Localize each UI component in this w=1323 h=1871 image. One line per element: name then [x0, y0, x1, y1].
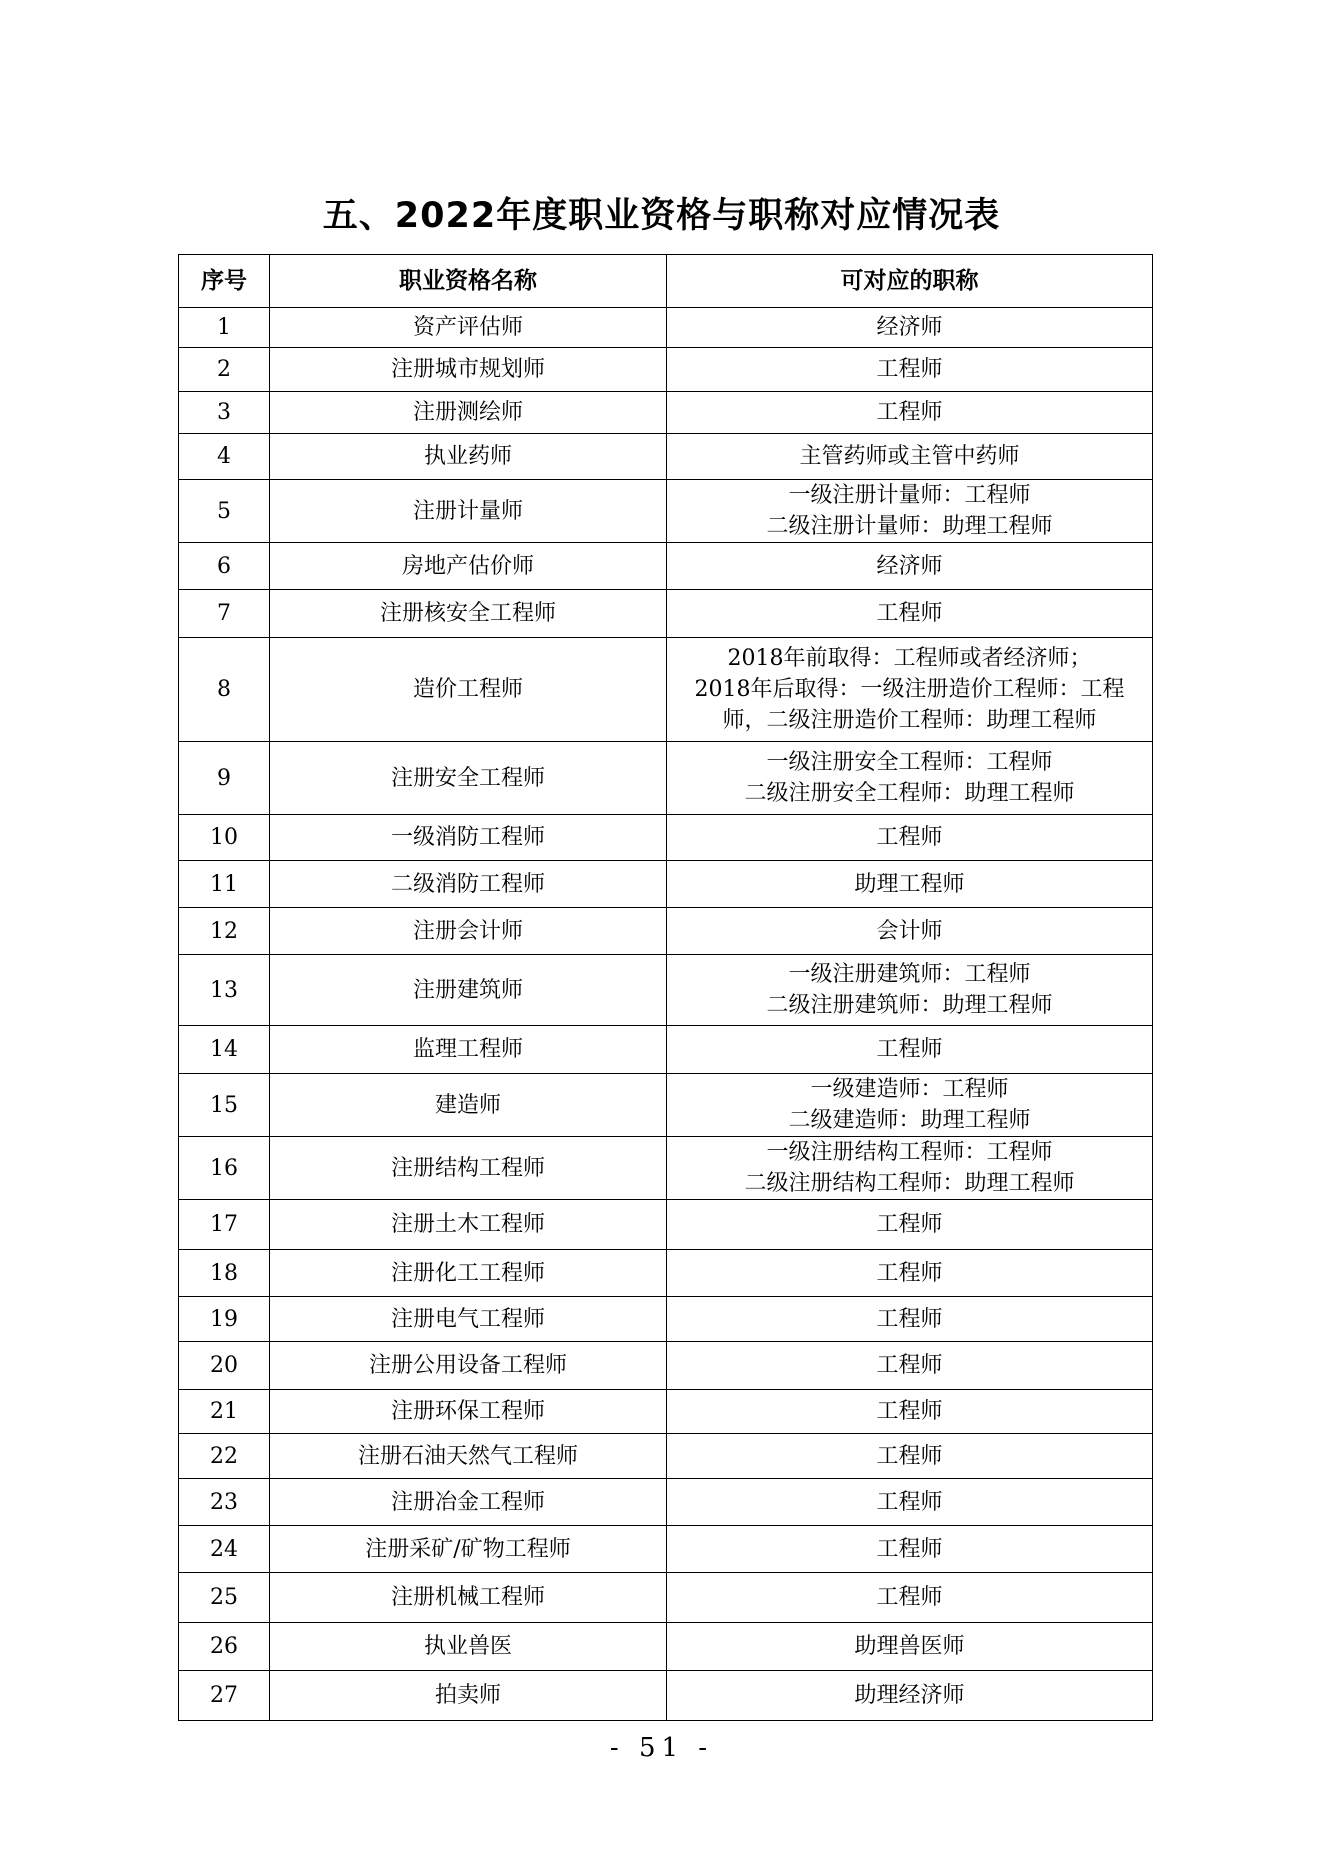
table-row [179, 861, 1153, 908]
serial-cell: 16 [179, 1137, 270, 1200]
serial-cell: 14 [179, 1026, 270, 1074]
title-line: 会计师 [876, 918, 943, 944]
qualification-cell: 注册土木工程师 [270, 1200, 667, 1250]
qualification-cell: 注册结构工程师 [270, 1137, 667, 1200]
table-row [179, 392, 1153, 434]
qualification-cell: 注册会计师 [270, 908, 667, 955]
qualification-cell: 监理工程师 [270, 1026, 667, 1074]
qualification-cell: 造价工程师 [270, 638, 667, 742]
table-row [179, 955, 1153, 1026]
title-line: 工程师 [876, 1536, 943, 1562]
title-line: 工程师 [876, 1260, 943, 1286]
qualification-cell: 注册安全工程师 [270, 742, 667, 815]
title-line: 助理兽医师 [854, 1634, 965, 1659]
title-cell [667, 348, 1153, 392]
table-row [179, 308, 1153, 348]
serial-cell: 18 [179, 1250, 270, 1297]
table-row [179, 1074, 1153, 1137]
serial-cell: 24 [179, 1526, 270, 1573]
table-row [179, 1434, 1153, 1479]
title-cell [667, 392, 1153, 434]
title-cell [667, 1479, 1153, 1526]
qualification-table [178, 254, 1153, 1721]
title-cell [667, 1573, 1153, 1623]
qualification-cell: 注册冶金工程师 [270, 1479, 667, 1526]
serial-cell: 21 [179, 1390, 270, 1434]
serial-cell: 7 [179, 590, 270, 638]
title-cell [667, 638, 1153, 742]
serial-cell: 27 [179, 1671, 270, 1721]
serial-cell: 12 [179, 908, 270, 955]
serial-cell: 10 [179, 815, 270, 861]
qualification-cell: 执业兽医 [270, 1623, 667, 1671]
title-cell [667, 1623, 1153, 1671]
title-line: 工程师 [876, 1489, 943, 1515]
table-row [179, 1623, 1153, 1671]
table-row [179, 815, 1153, 861]
title-cell [667, 1074, 1153, 1137]
title-line: 师，二级注册造价工程师：助理工程师 [722, 708, 1097, 733]
page-number: - 51 - [609, 1733, 714, 1763]
title-line: 2018年后取得：一级注册造价工程师：工程 [694, 677, 1125, 702]
title-cell [667, 1297, 1153, 1342]
title-line: 主管药师或主管中药师 [799, 444, 1020, 469]
table-row [179, 1342, 1153, 1390]
qualification-cell: 资产评估师 [270, 308, 667, 348]
table-row [179, 1026, 1153, 1074]
title-cell [667, 1671, 1153, 1721]
title-line: 工程师 [876, 1306, 943, 1332]
title-line: 二级建造师：助理工程师 [788, 1108, 1031, 1133]
qualification-cell: 注册采矿/矿物工程师 [270, 1526, 667, 1573]
qualification-cell: 拍卖师 [270, 1671, 667, 1721]
title-line: 工程师 [876, 601, 943, 626]
title-cell [667, 815, 1153, 861]
title-line: 工程师 [876, 1399, 943, 1424]
table-row [179, 1390, 1153, 1434]
table-row [179, 908, 1153, 955]
qualification-cell: 注册机械工程师 [270, 1573, 667, 1623]
title-line: 工程师 [876, 825, 943, 850]
qualification-cell: 注册电气工程师 [270, 1297, 667, 1342]
qualification-cell: 一级消防工程师 [270, 815, 667, 861]
qualification-cell: 注册公用设备工程师 [270, 1342, 667, 1390]
title-line: 助理工程师 [854, 871, 965, 897]
table-row [179, 1137, 1153, 1200]
title-line: 二级注册安全工程师：助理工程师 [744, 781, 1075, 806]
qualification-cell: 二级消防工程师 [270, 861, 667, 908]
title-cell [667, 590, 1153, 638]
title-cell [667, 1390, 1153, 1434]
table-row [179, 543, 1153, 590]
header-serial: 序号 [179, 255, 270, 308]
qualification-cell: 房地产估价师 [270, 543, 667, 590]
title-cell [667, 1434, 1153, 1479]
title-cell [667, 308, 1153, 348]
title-line: 一级注册计量师：工程师 [788, 483, 1031, 508]
serial-cell: 25 [179, 1573, 270, 1623]
document-title: 五、2022年度职业资格与职称对应情况表 [322, 196, 1001, 236]
qualification-cell: 注册建筑师 [270, 955, 667, 1026]
table-row [179, 1297, 1153, 1342]
header-qualification: 职业资格名称 [270, 255, 667, 308]
serial-cell: 26 [179, 1623, 270, 1671]
serial-cell: 11 [179, 861, 270, 908]
table-row [179, 590, 1153, 638]
qualification-cell: 注册城市规划师 [270, 348, 667, 392]
table-row [179, 742, 1153, 815]
serial-cell: 2 [179, 348, 270, 392]
serial-cell: 15 [179, 1074, 270, 1137]
qualification-cell: 执业药师 [270, 434, 667, 480]
title-cell [667, 543, 1153, 590]
title-line: 2018年前取得：工程师或者经济师； [727, 646, 1092, 671]
table-body [179, 308, 1153, 1721]
title-line: 二级注册建筑师：助理工程师 [766, 993, 1053, 1018]
title-cell [667, 955, 1153, 1026]
title-line: 一级注册建筑师：工程师 [788, 962, 1031, 987]
title-line: 二级注册计量师：助理工程师 [766, 514, 1053, 539]
title-cell [667, 1137, 1153, 1200]
serial-cell: 8 [179, 638, 270, 742]
serial-cell: 23 [179, 1479, 270, 1526]
table-header-row [179, 255, 1153, 308]
qualification-cell: 注册计量师 [270, 480, 667, 543]
table-row [179, 638, 1153, 742]
qualification-cell: 注册石油天然气工程师 [270, 1434, 667, 1479]
serial-cell: 9 [179, 742, 270, 815]
title-cell [667, 434, 1153, 480]
title-line: 工程师 [876, 1443, 943, 1469]
table-row [179, 1671, 1153, 1721]
title-cell [667, 480, 1153, 543]
table-row [179, 1200, 1153, 1250]
title-line: 工程师 [876, 1353, 943, 1378]
title-line: 工程师 [876, 1212, 943, 1237]
title-line: 工程师 [876, 400, 943, 425]
table-row [179, 480, 1153, 543]
title-line: 经济师 [876, 553, 943, 579]
serial-cell: 22 [179, 1434, 270, 1479]
title-cell [667, 1526, 1153, 1573]
table-row [179, 434, 1153, 480]
serial-cell: 5 [179, 480, 270, 543]
title-line: 经济师 [876, 315, 943, 340]
title-line: 一级注册安全工程师：工程师 [766, 750, 1053, 775]
serial-cell: 19 [179, 1297, 270, 1342]
title-cell [667, 1200, 1153, 1250]
table-row [179, 348, 1153, 392]
qualification-cell: 建造师 [270, 1074, 667, 1137]
serial-cell: 13 [179, 955, 270, 1026]
title-cell [667, 908, 1153, 955]
serial-cell: 1 [179, 308, 270, 348]
title-cell [667, 1342, 1153, 1390]
title-line: 二级注册结构工程师：助理工程师 [744, 1171, 1075, 1196]
title-line: 工程师 [876, 1037, 943, 1062]
title-line: 一级建造师：工程师 [810, 1077, 1009, 1102]
title-cell [667, 1026, 1153, 1074]
title-line: 一级注册结构工程师：工程师 [766, 1140, 1053, 1165]
title-line: 工程师 [876, 357, 943, 382]
serial-cell: 17 [179, 1200, 270, 1250]
serial-cell: 6 [179, 543, 270, 590]
qualification-cell: 注册化工工程师 [270, 1250, 667, 1297]
title-cell [667, 861, 1153, 908]
table-row [179, 1479, 1153, 1526]
table-row [179, 1526, 1153, 1573]
title-cell [667, 1250, 1153, 1297]
qualification-cell: 注册测绘师 [270, 392, 667, 434]
serial-cell: 4 [179, 434, 270, 480]
qualification-cell: 注册环保工程师 [270, 1390, 667, 1434]
table-row [179, 1250, 1153, 1297]
table-row [179, 1573, 1153, 1623]
header-title: 可对应的职称 [667, 255, 1153, 308]
title-line: 助理经济师 [854, 1683, 965, 1708]
qualification-cell: 注册核安全工程师 [270, 590, 667, 638]
title-line: 工程师 [876, 1585, 943, 1610]
serial-cell: 3 [179, 392, 270, 434]
title-cell [667, 742, 1153, 815]
serial-cell: 20 [179, 1342, 270, 1390]
